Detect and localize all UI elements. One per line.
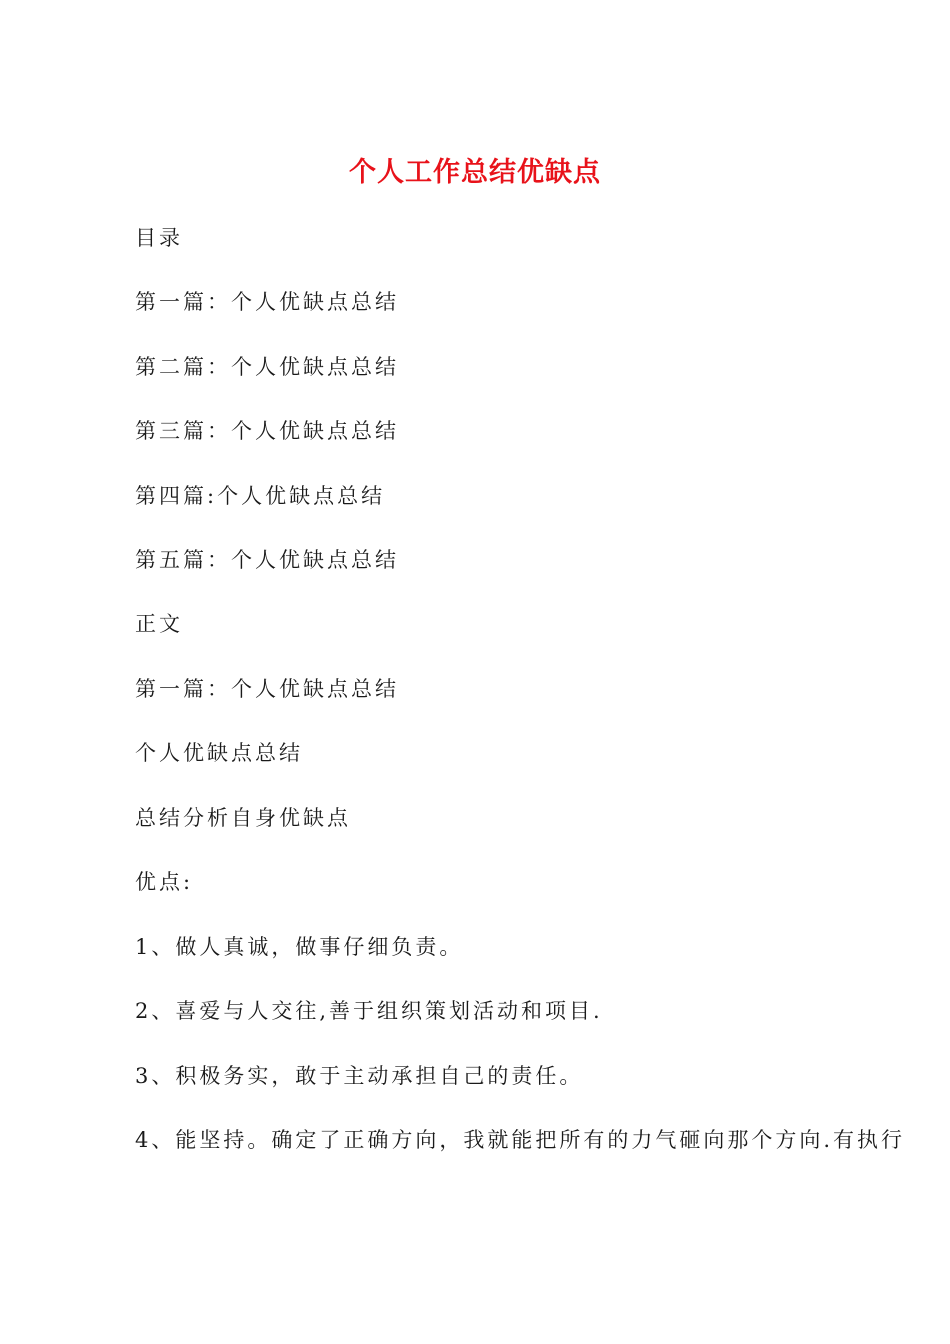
body-heading: 正文 <box>135 612 183 636</box>
chapter-heading: 第一篇：个人优缺点总结 <box>135 677 399 701</box>
toc-item-1: 第一篇：个人优缺点总结 <box>135 290 399 314</box>
strength-item-2: 2、喜爱与人交往,善于组织策划活动和项目. <box>135 999 603 1023</box>
strength-item-4: 4、能坚持。确定了正确方向，我就能把所有的力气砸向那个方向.有执行 <box>135 1128 906 1152</box>
toc-heading: 目录 <box>135 226 183 250</box>
toc-item-3: 第三篇：个人优缺点总结 <box>135 419 399 443</box>
strengths-label: 优点: <box>135 870 194 894</box>
toc-item-2: 第二篇：个人优缺点总结 <box>135 355 399 379</box>
strength-item-3: 3、积极务实，敢于主动承担自己的责任。 <box>135 1064 584 1088</box>
toc-item-5: 第五篇：个人优缺点总结 <box>135 548 399 572</box>
section-subtitle: 总结分析自身优缺点 <box>135 806 351 830</box>
toc-item-4: 第四篇:个人优缺点总结 <box>135 484 386 508</box>
document-title: 个人工作总结优缺点 <box>349 157 601 188</box>
section-title: 个人优缺点总结 <box>135 741 303 765</box>
strength-item-1: 1、做人真诚，做事仔细负责。 <box>135 935 464 959</box>
